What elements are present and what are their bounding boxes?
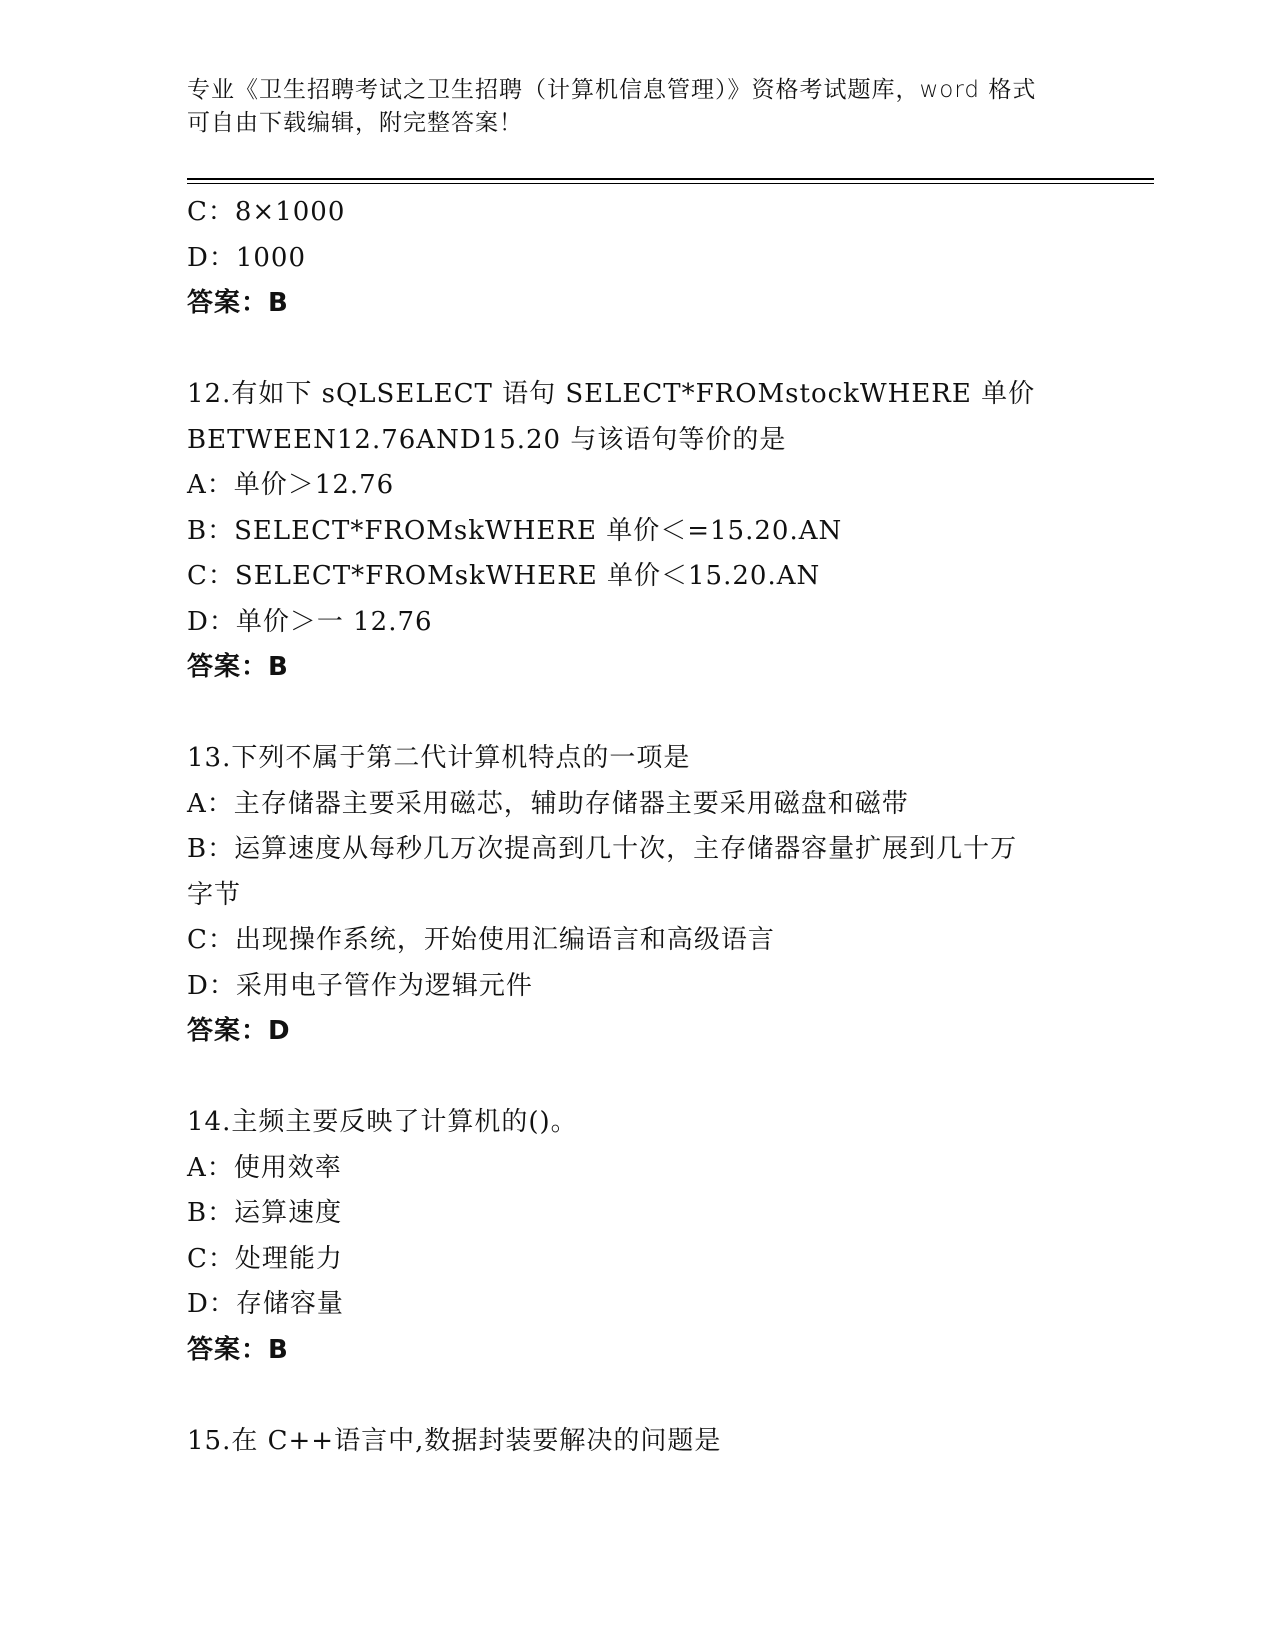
q12-stem-line-2: BETWEEN12.76AND15.20 与该语句等价的是 — [187, 424, 787, 455]
q14-answer: 答案：B — [187, 1334, 289, 1365]
q13-stem: 13.下列不属于第二代计算机特点的一项是 — [187, 743, 691, 773]
question-spacer — [187, 327, 1087, 373]
header-title-line-2: 可自由下载编辑，附完整答案！ — [187, 110, 523, 136]
q11-option-d: D：1000 — [187, 242, 307, 273]
question-spacer — [187, 1055, 1087, 1101]
q13-option-d: D：采用电子管作为逻辑元件 — [187, 970, 533, 1001]
q14-option-a: A：使用效率 — [187, 1152, 342, 1183]
question-spacer — [187, 691, 1087, 737]
q12-option-b: B：SELECT*FROMskWHERE 单价＜=15.20.AN — [187, 515, 843, 546]
q13-answer: 答案：D — [187, 1016, 291, 1046]
header-divider-thin — [187, 183, 1154, 184]
q15-stem: 15.在 C++语言中,数据封装要解决的问题是 — [187, 1425, 722, 1456]
q13-option-b-line-1: B：运算速度从每秒几万次提高到几十次，主存储器容量扩展到几十万 — [187, 834, 1018, 864]
q13-option-a: A：主存储器主要采用磁芯，辅助存储器主要采用磁盘和磁带 — [187, 788, 909, 819]
q14-option-b: B：运算速度 — [187, 1198, 343, 1228]
q12-option-d: D：单价＞一 12.76 — [187, 606, 433, 637]
q11-answer: 答案：B — [187, 288, 289, 318]
page-header — [187, 74, 1087, 140]
q13-option-c: C：出现操作系统，开始使用汇编语言和高级语言 — [187, 925, 775, 955]
q13-option-b-line-2: 字节 — [187, 879, 242, 910]
q14-option-c: C：处理能力 — [187, 1243, 343, 1274]
q12-answer: 答案：B — [187, 652, 289, 682]
header-title-line-1: 专业《卫生招聘考试之卫生招聘（计算机信息管理）》资格考试题库，word 格式 — [187, 77, 1037, 103]
question-list — [187, 190, 1087, 1464]
q12-option-a: A：单价＞12.76 — [187, 470, 395, 500]
question-spacer — [187, 1373, 1087, 1419]
q12-stem-line-1: 12.有如下 sQLSELECT 语句 SELECT*FROMstockWHERE 单价 — [187, 379, 1036, 409]
q12-option-c: C：SELECT*FROMskWHERE 单价＜15.20.AN — [187, 561, 821, 591]
q14-stem: 14.主频主要反映了计算机的()。 — [187, 1107, 578, 1137]
q14-option-d: D：存储容量 — [187, 1289, 344, 1319]
q11-option-c: C：8×1000 — [187, 197, 346, 227]
header-divider-thick — [187, 178, 1154, 180]
